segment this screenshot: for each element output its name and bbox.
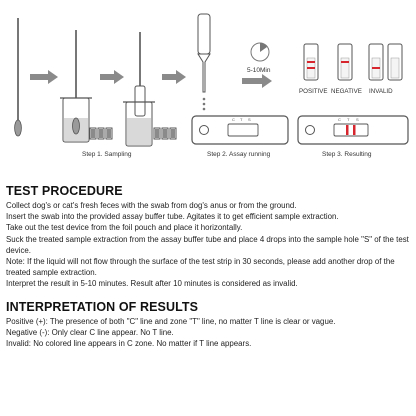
- arrow-right-icon: [242, 74, 272, 88]
- step-3-caption: Step 3. Resulting: [322, 151, 372, 158]
- dropper-icon: [198, 14, 210, 110]
- procedure-step: Collect dog's or cat's fresh feces with the swab from dog's anus or from the ground.: [6, 201, 297, 210]
- device-mark: C: [232, 117, 235, 122]
- buffer-vials-icon: [154, 128, 176, 139]
- procedure-step: Interpret the result in 5-10 minutes. Result after 10 minutes is considered as invalid.: [6, 279, 298, 289]
- instructions: [6, 184, 412, 349]
- timer-icon: [251, 43, 269, 61]
- swab-in-tube-icon: [60, 30, 92, 142]
- device-mark: T: [240, 117, 243, 122]
- arrow-right-icon: [30, 70, 58, 84]
- interpretation-title: INTERPRETATION OF RESULTS: [6, 299, 199, 314]
- interpretation-positive: Positive (+): The presence of both "C" line and zone "T" line, no matter T line is clear or vague.: [6, 316, 336, 326]
- device-mark: S: [356, 117, 359, 122]
- device-mark: S: [248, 117, 251, 122]
- timer-label: 5-10Min: [247, 67, 271, 74]
- result-strip-positive: [304, 44, 318, 80]
- result-strip-invalid: [369, 44, 383, 80]
- result-label-negative: NEGATIVE: [331, 88, 362, 95]
- result-label-positive: POSITIVE: [299, 88, 328, 95]
- procedure-step: Take out the test device from the foil pouch and place it horizontally.: [6, 223, 243, 233]
- dropper-in-tube-icon: [123, 32, 155, 146]
- procedure-step: Insert the swab into the provided assay buffer tube. Agitates it to get efficient sample extraction.: [6, 212, 339, 222]
- arrow-right-icon: [100, 70, 124, 84]
- result-strip-negative: [338, 44, 352, 80]
- result-strip-extra: [388, 44, 402, 80]
- procedure-illustration: [0, 0, 416, 170]
- procedure-step: Suck the treated sample extraction from the assay buffer tube and place 4 drops into the sample hole "S" of the test device.: [6, 234, 409, 255]
- device-mark: T: [347, 117, 350, 122]
- buffer-vials-icon: [90, 128, 112, 139]
- procedure-title: TEST PROCEDURE: [6, 184, 123, 198]
- result-label-invalid: INVALID: [369, 88, 393, 95]
- procedure-note: Note: If the liquid will not flow through the surface of the test strip in 30 seconds, please add another drop of the treated sample extraction.: [6, 257, 395, 278]
- arrow-right-icon: [162, 70, 186, 84]
- step-2-caption: Step 2. Assay running: [207, 151, 271, 158]
- swab-icon: [15, 18, 22, 136]
- interpretation-negative: Negative (-): Only clear C line appear. No T line.: [6, 327, 174, 337]
- interpretation-invalid: Invalid: No colored line appears in C zone. No matter if T line appears.: [6, 339, 252, 349]
- test-device-result-icon: [298, 116, 408, 144]
- device-mark: C: [338, 117, 341, 122]
- step-1-caption: Step 1. Sampling: [82, 151, 132, 158]
